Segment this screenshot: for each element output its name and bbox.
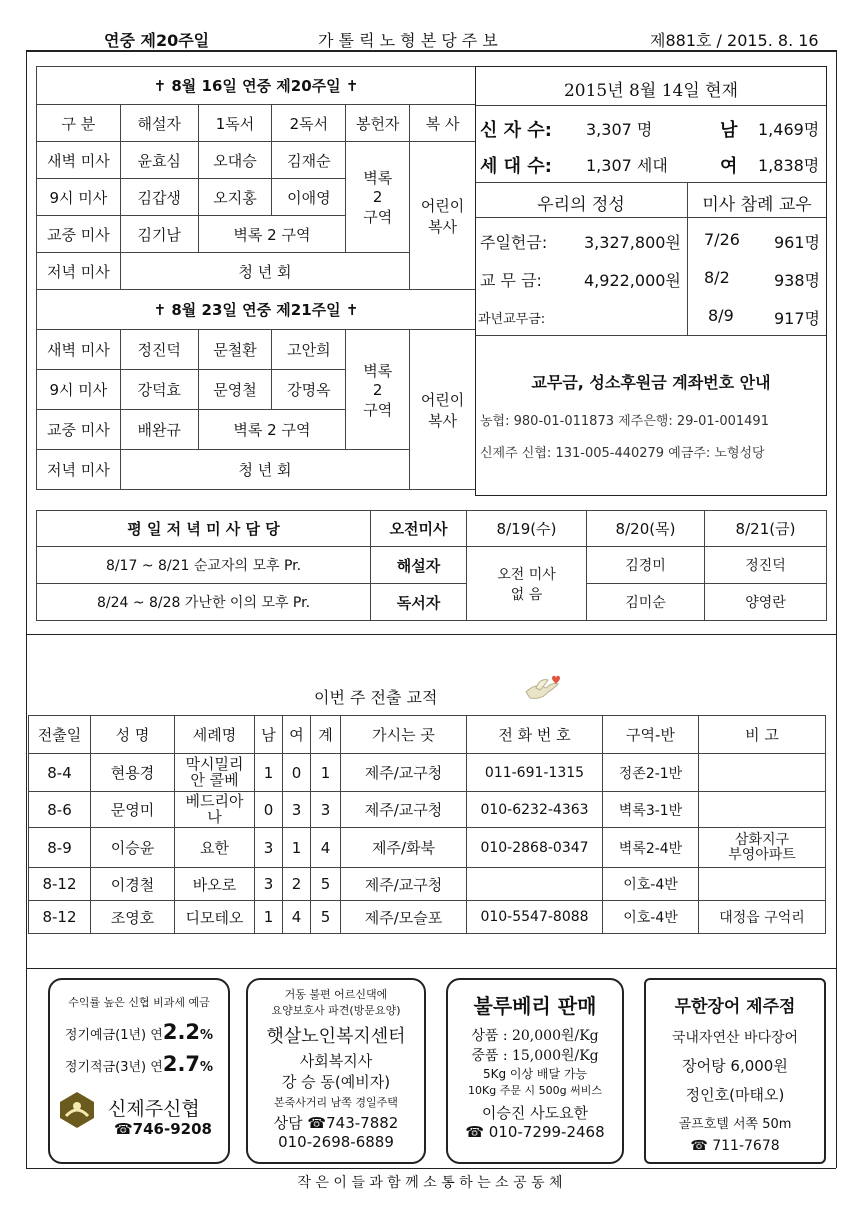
ad4-phone: ☎ 711-7678 [690, 1138, 780, 1154]
bulletin-header [0, 28, 860, 52]
ad1-savings: 정기적금(3년) 연2.7% [64, 1052, 214, 1076]
female-label: 여 [720, 156, 738, 177]
col-commentator: 해설자 [120, 105, 198, 142]
attendance-date: 8/9 [708, 306, 734, 325]
weekday-mass-table [36, 510, 827, 621]
weekday-header: 평 일 저 녁 미 사 담 당 [37, 511, 371, 547]
notes [699, 754, 826, 792]
ad4-title: 무한장어 제주점 [674, 997, 796, 1017]
phone: 010-2868-0347 [467, 828, 603, 868]
offering-title: 우리의 정성 [537, 195, 625, 215]
transfer-title: 이번 주 전출 교적 [314, 688, 438, 707]
ad1-brand [50, 1090, 228, 1138]
date: 8-4 [29, 754, 91, 792]
stats-date: 2015년 8월 14일 현재 [563, 81, 739, 101]
evening-group: 청 년 회 [120, 450, 409, 490]
attendance-date: 8/2 [704, 268, 730, 287]
week2-title: ✝ 8월 23일 연중 제21주일 ✝ [37, 290, 476, 330]
date: 8-12 [29, 901, 91, 934]
morning-mass-header: 오전미사 [371, 511, 467, 547]
footer-motto: 작 은 이 들 과 함 께 소 통 하 는 소 공 동 체 [297, 1175, 563, 1191]
notes [699, 792, 826, 828]
name: 현용경 [91, 754, 175, 792]
duty-week2: 8/24 ~ 8/28 가난한 이의 모후 Pr. [37, 584, 371, 621]
commentator: 윤효심 [120, 142, 198, 179]
name: 이승윤 [91, 828, 175, 868]
evening-group: 청 년 회 [120, 253, 409, 290]
divider [476, 182, 826, 183]
section-rule [26, 634, 836, 635]
ad2-name: 햇살노인복지센터 [266, 1026, 406, 1047]
female: 1 [283, 828, 311, 868]
ad2-line4: 사회복지사 [299, 1052, 373, 1070]
ad2-line1: 거동 불편 어르신댁에 [284, 988, 388, 1001]
col-offering: 봉헌자 [346, 105, 410, 142]
name: 문영미 [91, 792, 175, 828]
divider [476, 335, 826, 336]
duty-week1: 8/17 ~ 8/21 순교자의 모후 Pr. [37, 547, 371, 584]
total: 5 [311, 901, 341, 934]
dove-icon [522, 672, 562, 708]
col-category: 구 분 [37, 105, 121, 142]
altar-servers: 어린이 복사 [410, 330, 476, 490]
ad3-price1: 상품 : 20,000원/Kg [471, 1028, 599, 1044]
mass-main: 교중 미사 [37, 410, 121, 450]
attendance-count: 917명 [774, 309, 820, 328]
offering-group: 벽록 2 구역 [346, 330, 410, 450]
table-row [29, 828, 826, 868]
mass-9am: 9시 미사 [37, 370, 121, 410]
account-line2: 신제주 신협: 131-005-440279 예금주: 노형성당 [480, 446, 765, 461]
ad2-line2: 요양보호사 파견(방문요양) [271, 1004, 401, 1017]
total: 4 [311, 828, 341, 868]
reader2: 이애영 [272, 179, 346, 216]
ad-credit-union [48, 978, 230, 1164]
col-total: 계 [311, 716, 341, 754]
name: 이경철 [91, 868, 175, 901]
male: 1 [255, 754, 283, 792]
bulletin-title: 가 톨 릭 노 형 본 당 주 보 [318, 31, 498, 50]
reader1: 문영철 [198, 370, 272, 410]
ad1-line1: 수익률 높은 신협 비과세 예금 [68, 996, 210, 1009]
liturgical-day: 연중 제20주일 [104, 31, 210, 50]
reader2: 강명옥 [272, 370, 346, 410]
attendance-count: 938명 [774, 271, 820, 290]
believers-count: 3,307 명 [586, 120, 653, 139]
date-0821: 8/21(금) [705, 511, 827, 547]
male: 1 [255, 901, 283, 934]
col-reading1: 1독서 [198, 105, 272, 142]
reader-0820: 김미순 [587, 584, 705, 621]
ad2-phone2: 010-2698-6889 [278, 1133, 394, 1151]
mass-9am: 9시 미사 [37, 179, 121, 216]
mass-evening: 저녁 미사 [37, 450, 121, 490]
col-district: 구역-반 [603, 716, 699, 754]
attendance-title: 미사 참례 교우 [702, 195, 812, 215]
phone [467, 868, 603, 901]
ad-welfare-center [246, 978, 426, 1164]
destination: 제주/모슬포 [341, 901, 467, 934]
table-row [29, 754, 826, 792]
baptismal-name: 막시밀리 안 콜베 [175, 754, 255, 792]
notes: 삼화지구 부영아파트 [699, 828, 826, 868]
mass-evening: 저녁 미사 [37, 253, 121, 290]
ad1-name: 신제주신협 [108, 1098, 200, 1120]
destination: 제주/화북 [341, 828, 467, 868]
date-0820: 8/20(목) [587, 511, 705, 547]
reader2: 김재순 [272, 142, 346, 179]
female: 2 [283, 868, 311, 901]
ad3-service: 10Kg 주문 시 500g 써비스 [468, 1084, 602, 1097]
district: 벽록2-4반 [603, 828, 699, 868]
notes [699, 868, 826, 901]
believers-label: 신 자 수: [480, 120, 552, 141]
col-phone: 전 화 번 호 [467, 716, 603, 754]
households-label: 세 대 수: [480, 156, 552, 177]
ad2-phone1: 상담 ☎743-7882 [273, 1114, 399, 1132]
total: 5 [311, 868, 341, 901]
destination: 제주/교구청 [341, 792, 467, 828]
commentator: 김기남 [120, 216, 198, 253]
reader-0821: 양영란 [705, 584, 827, 621]
col-reading2: 2독서 [272, 105, 346, 142]
mass-dawn: 새벽 미사 [37, 330, 121, 370]
district: 벽록3-1반 [603, 792, 699, 828]
date-0819: 8/19(수) [467, 511, 587, 547]
ad3-price2: 중품 : 15,000원/Kg [471, 1048, 599, 1064]
district: 정존2-1반 [603, 754, 699, 792]
page-left-rule [26, 50, 27, 1168]
role-reader: 독서자 [371, 584, 467, 621]
male-label: 남 [720, 120, 738, 141]
phone: 010-5547-8088 [467, 901, 603, 934]
ad-eel-restaurant [644, 978, 826, 1164]
attendance-date: 7/26 [704, 230, 740, 249]
ad4-line1: 국내자연산 바다장어 [671, 1030, 799, 1046]
col-server: 복 사 [410, 105, 476, 142]
reader1: 문철환 [198, 330, 272, 370]
col-male: 남 [255, 716, 283, 754]
readers-group: 벽록 2 구역 [198, 410, 346, 450]
ad2-line5: 강 승 동(예비자) [281, 1073, 391, 1091]
ad4-line2: 장어탕 6,000원 [682, 1057, 788, 1075]
mass-dawn: 새벽 미사 [37, 142, 121, 179]
notes: 대정읍 구억리 [699, 901, 826, 934]
credit-union-logo-icon [58, 1090, 96, 1134]
col-name: 성 명 [91, 716, 175, 754]
ad3-phone: ☎ 010-7299-2468 [465, 1123, 605, 1141]
mass-schedule-week1 [36, 66, 476, 490]
offering-group: 벽록 2 구역 [346, 142, 410, 253]
district: 이호-4반 [603, 901, 699, 934]
section-rule [26, 968, 836, 969]
church-dues: 4,922,000원 [584, 271, 681, 290]
divider [476, 105, 826, 106]
total: 3 [311, 792, 341, 828]
ad-blueberry [446, 978, 624, 1164]
date: 8-6 [29, 792, 91, 828]
church-dues-label: 교 무 금: [480, 271, 542, 290]
commentator: 정진덕 [120, 330, 198, 370]
divider [688, 217, 826, 218]
ad3-name: 이승진 사도요한 [481, 1104, 589, 1122]
total: 1 [311, 754, 341, 792]
page-right-rule [836, 50, 837, 1168]
col-notes: 비 고 [699, 716, 826, 754]
destination: 제주/교구청 [341, 868, 467, 901]
sunday-offering-label: 주일헌금: [480, 233, 548, 252]
ad1-phone: ☎746-9208 [114, 1120, 212, 1138]
table-row [29, 868, 826, 901]
ad4-line3: 정인호(마태오) [685, 1086, 785, 1104]
past-dues-label: 과년교무금: [478, 312, 546, 327]
transfer-table [28, 715, 826, 934]
baptismal-name: 디모테오 [175, 901, 255, 934]
col-destination: 가시는 곳 [341, 716, 467, 754]
female: 4 [283, 901, 311, 934]
attendance-count: 961명 [774, 233, 820, 252]
ad3-title: 불루베리 판매 [473, 994, 597, 1018]
ad3-delivery: 5Kg 이상 배달 가능 [482, 1067, 588, 1081]
phone: 011-691-1315 [467, 754, 603, 792]
no-morning-mass: 오전 미사 없 음 [467, 547, 587, 621]
col-date: 전출일 [29, 716, 91, 754]
divider [476, 217, 687, 218]
ad2-line6: 본죽사거리 남쪽 경일주택 [274, 1096, 398, 1109]
female: 0 [283, 754, 311, 792]
phone: 010-6232-4363 [467, 792, 603, 828]
table-row [29, 792, 826, 828]
sunday-offering: 3,327,800원 [584, 233, 681, 252]
baptismal-name: 바오로 [175, 868, 255, 901]
female-count: 1,838명 [758, 156, 820, 175]
commentator: 강덕효 [120, 370, 198, 410]
header-rule [26, 50, 836, 52]
issue-number: 제881호 / 2015. 8. 16 [650, 31, 819, 50]
col-female: 여 [283, 716, 311, 754]
commentator-0820: 김경미 [587, 547, 705, 584]
ad4-line4: 골프호텔 서쪽 50m [678, 1117, 792, 1132]
date: 8-9 [29, 828, 91, 868]
altar-servers: 어린이 복사 [410, 142, 476, 290]
account-title: 교무금, 성소후원금 계좌번호 안내 [531, 373, 771, 392]
male: 3 [255, 828, 283, 868]
ad1-deposit: 정기예금(1년) 연2.2% [64, 1020, 214, 1044]
date: 8-12 [29, 868, 91, 901]
commentator-0821: 정진덕 [705, 547, 827, 584]
account-line1: 농협: 980-01-011873 제주은행: 29-01-001491 [480, 414, 769, 429]
baptismal-name: 베드리아 나 [175, 792, 255, 828]
mass-main: 교중 미사 [37, 216, 121, 253]
role-commentator: 해설자 [371, 547, 467, 584]
col-baptismal-name: 세례명 [175, 716, 255, 754]
commentator: 김갑생 [120, 179, 198, 216]
commentator: 배완규 [120, 410, 198, 450]
male-count: 1,469명 [758, 120, 820, 139]
male: 0 [255, 792, 283, 828]
male: 3 [255, 868, 283, 901]
week1-title: ✝ 8월 16일 연중 제20주일 ✝ [37, 67, 476, 105]
destination: 제주/교구청 [341, 754, 467, 792]
district: 이호-4반 [603, 868, 699, 901]
name: 조영호 [91, 901, 175, 934]
footer-rule [26, 1168, 836, 1169]
households-count: 1,307 세대 [586, 156, 668, 175]
readers-group: 벽록 2 구역 [198, 216, 346, 253]
reader2: 고안희 [272, 330, 346, 370]
female: 3 [283, 792, 311, 828]
baptismal-name: 요한 [175, 828, 255, 868]
reader1: 오지홍 [198, 179, 272, 216]
reader1: 오대승 [198, 142, 272, 179]
table-row [29, 901, 826, 934]
